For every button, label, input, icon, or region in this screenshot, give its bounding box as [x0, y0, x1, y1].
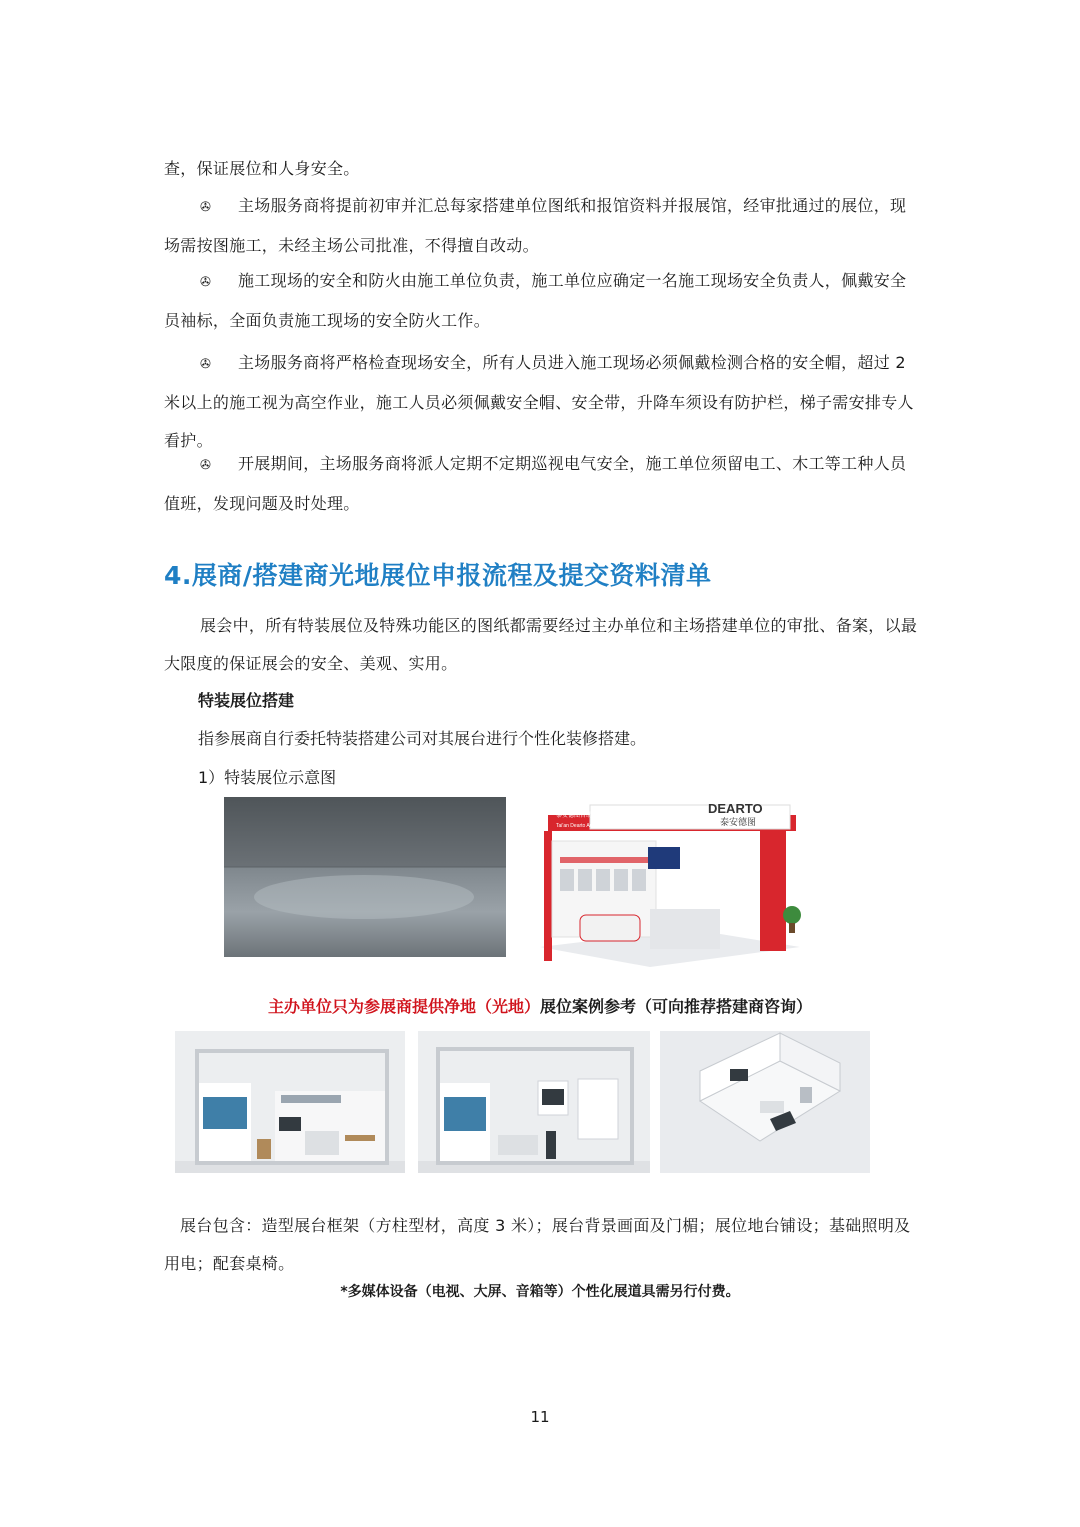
bullet-item-2: ✇ 施工现场的安全和防火由施工单位负责，施工单位应确定一名施工现场安全负责人，佩戴安全员袖标，全面负责施工现场的安全防火工作。 [164, 262, 919, 340]
bullet-item-4: ✇ 开展期间，主场服务商将派人定期不定期巡视电气安全，施工单位须留电工、木工等工种人员值班，发现问题及时处理。 [164, 445, 919, 523]
bullet-icon: ✇ [200, 200, 212, 215]
section-title: 4.展商/搭建商光地展位申报流程及提交资料清单 [164, 561, 712, 590]
booth-example-2-image [418, 1031, 650, 1173]
empty-floor-image [224, 797, 506, 957]
bullet-item-3: ✇ 主场服务商将严格检查现场安全，所有人员进入施工现场必须佩戴检测合格的安全帽，超过 2 米以上的施工视为高空作业，施工人员必须佩戴安全帽、安全带，升降车须设有防护栏，梯子需安排专人看护。 [164, 344, 919, 460]
booth-example-3-image [660, 1031, 870, 1173]
section-intro: 展会中，所有特装展位及特殊功能区的图纸都需要经过主办单位和主场搭建单位的审批、备案，以最大限度的保证展会的安全、美观、实用。 [164, 616, 918, 673]
bullet-icon: ✇ [200, 275, 212, 290]
booth-example-1-image [175, 1031, 405, 1173]
bullet-icon: ✇ [200, 458, 212, 473]
booth-render-image [530, 797, 810, 972]
booth-cn-name: 泰安德图 [720, 818, 757, 828]
booth-company: 泰安德图自动化仪器有限公司 [556, 812, 635, 819]
page-number: 11 [530, 1408, 550, 1426]
booth-logo-text: DEARTO [708, 801, 763, 816]
bullet-icon: ✇ [200, 357, 212, 372]
booth-contents: 展台包含：造型展台框架（方柱型材，高度 3 米）；展台背景画面及门楣；展位地台铺设；基础照明及用电；配套桌椅。 [164, 1216, 911, 1273]
extra-fee-note: *多媒体设备（电视、大屏、音箱等）个性化展道具需另行付费。 [340, 1284, 740, 1300]
booth-company-en: Tai'an Dearto Automation Instrument Co.,Ltd [556, 823, 655, 829]
subheading: 特装展位搭建 [198, 691, 295, 710]
paragraph-continued: 查，保证展位和人身安全。 [164, 159, 360, 178]
caption-black-part: 展位案例参考（可向推荐搭建商咨询） [540, 997, 813, 1016]
bullet-item-1: ✇ 主场服务商将提前初审并汇总每家搭建单位图纸和报馆资料并报展馆，经审批通过的展位，现场需按图施工，未经主场公司批准，不得擅自改动。 [164, 187, 919, 265]
figure-caption [0, 994, 1080, 1017]
subheading-description: 指参展商自行委托特装搭建公司对其展台进行个性化装修搭建。 [198, 729, 647, 748]
caption-red-part: 主办单位只为参展商提供净地（光地） [267, 997, 540, 1016]
figure-label: 1）特装展位示意图 [198, 768, 337, 787]
